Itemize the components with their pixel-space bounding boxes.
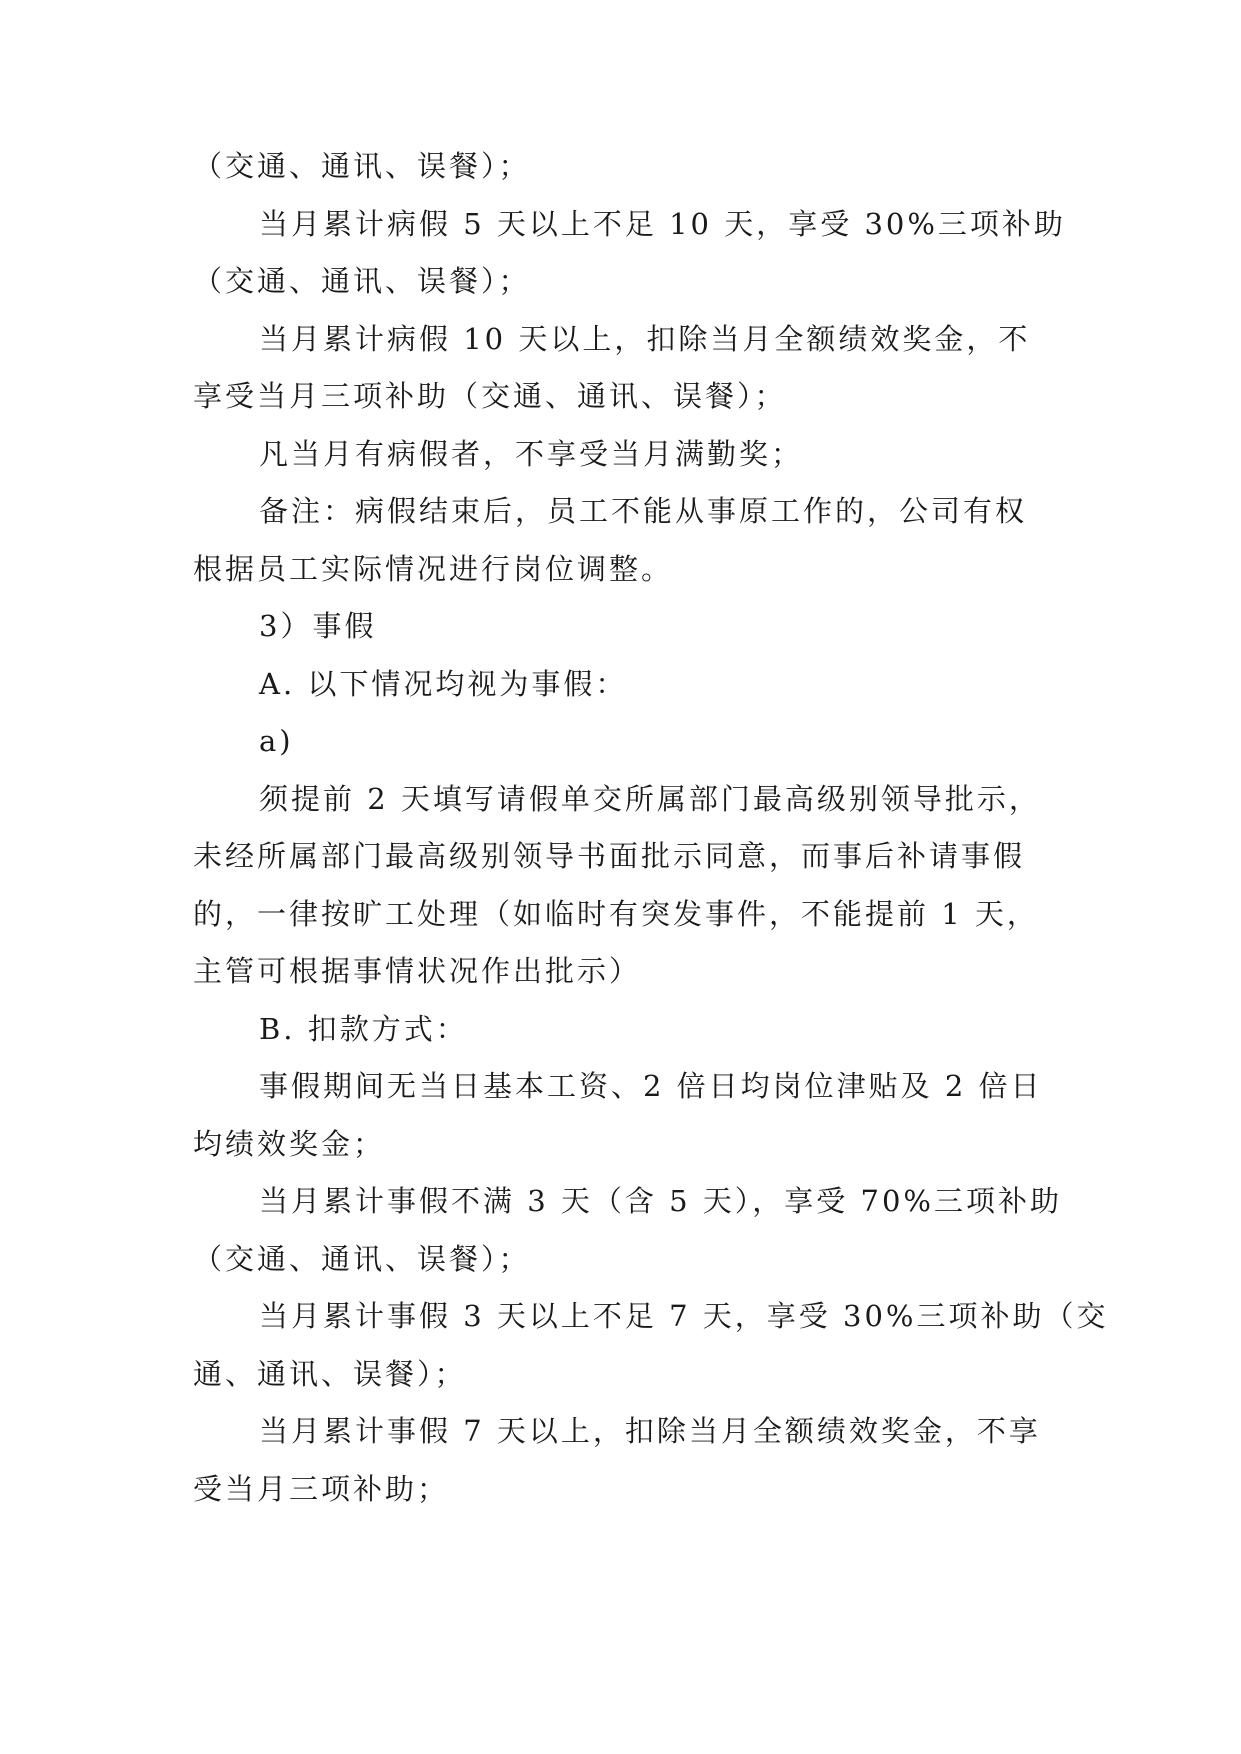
text-line: 未经所属部门最高级别领导书面批示同意，而事后补请事假 xyxy=(193,839,1026,873)
text-line: 凡当月有病假者，不享受当月满勤奖； xyxy=(259,437,804,471)
text-line: （交通、通讯、误餐）； xyxy=(193,1242,531,1276)
text-line: 3）事假 xyxy=(259,609,377,643)
text-line: 备注：病假结束后，员工不能从事原工作的，公司有权 xyxy=(259,494,1028,528)
text-line: 当月累计事假不满 3 天（含 5 天），享受 70%三项补助 xyxy=(259,1184,1062,1218)
text-line: 均绩效奖金； xyxy=(193,1127,386,1161)
text-line: 须提前 2 天填写请假单交所属部门最高级别领导批示， xyxy=(259,782,1041,816)
text-line: 主管可根据事情状况作出批示） xyxy=(193,954,642,988)
text-line: （交通、通讯、误餐）； xyxy=(193,149,531,183)
text-line: 根据员工实际情况进行岗位调整。 xyxy=(193,552,674,586)
text-line: 事假期间无当日基本工资、2 倍日均岗位津贴及 2 倍日 xyxy=(259,1069,1043,1103)
text-line: 的，一律按旷工处理（如临时有突发事件，不能提前 1 天， xyxy=(193,897,1039,931)
text-line: B. 扣款方式： xyxy=(259,1012,468,1046)
text-line: （交通、通讯、误餐）； xyxy=(193,264,531,298)
text-line: 当月累计事假 7 天以上，扣除当月全额绩效奖金，不享 xyxy=(259,1414,1041,1448)
text-line: 当月累计事假 3 天以上不足 7 天，享受 30%三项补助（交 xyxy=(259,1299,1109,1333)
text-line: 受当月三项补助； xyxy=(193,1472,450,1506)
text-line: A. 以下情况均视为事假： xyxy=(259,667,628,701)
text-line: 享受当月三项补助（交通、通讯、误餐）； xyxy=(193,379,787,413)
text-line: a) xyxy=(259,724,294,758)
text-line: 当月累计病假 5 天以上不足 10 天，享受 30%三项补助 xyxy=(259,207,1066,241)
text-line: 通、通讯、误餐）； xyxy=(193,1357,467,1391)
text-line: 当月累计病假 10 天以上，扣除当月全额绩效奖金，不 xyxy=(259,322,1031,356)
